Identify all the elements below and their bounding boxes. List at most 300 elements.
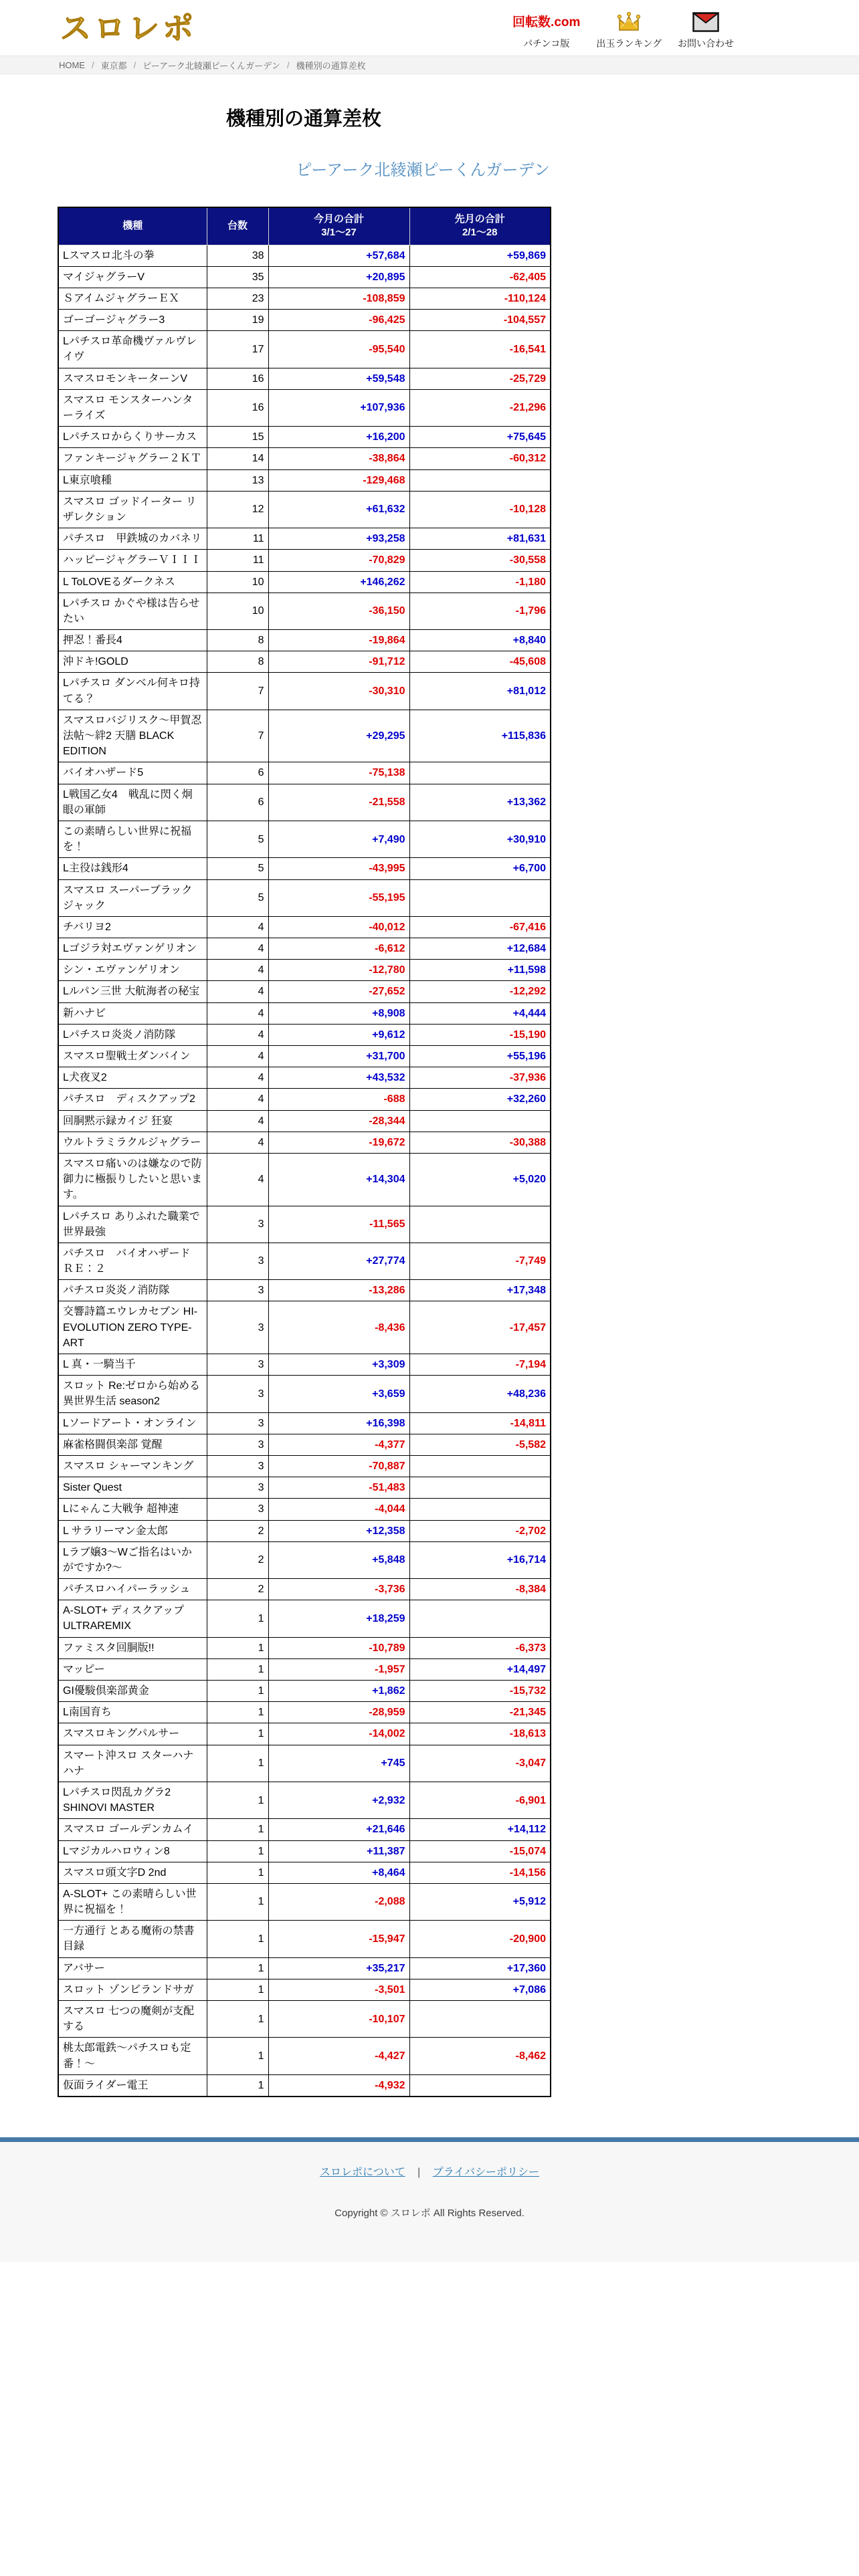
site-footer [0,2137,859,2262]
prev-month-diff-cell: +17,348 [409,1280,551,1301]
machine-name-cell: スマート沖スロ スターハナハナ [58,1745,207,1782]
machine-name-cell: GI優駿倶楽部黄金 [58,1681,207,1702]
machine-name-cell: Lパチスロ革命機ヴァルヴレイヴ [58,331,207,368]
unit-count-cell: 4 [207,916,268,938]
current-month-diff-cell: +18,259 [268,1600,409,1637]
machine-name-cell: L戦国乙女4 戦乱に閃く炯眼の軍師 [58,784,207,821]
footer-link-privacy[interactable]: プライバシーポリシー [432,2166,539,2178]
table-row [58,266,551,288]
table-row [58,550,551,571]
breadcrumb-current-page: 機種別の通算差枚 [296,60,366,71]
current-month-diff-cell: -38,864 [268,448,409,469]
results-table [58,207,551,2097]
prev-month-diff-cell: +59,869 [409,245,551,266]
machine-name-cell: 一方通行 とある魔術の禁書目録 [58,1921,207,1957]
current-month-diff-cell: -13,286 [268,1280,409,1301]
prev-month-diff-cell [409,469,551,491]
unit-count-cell: 3 [207,1455,268,1477]
table-row [58,1002,551,1024]
machine-name-cell: 押忍！番長4 [58,630,207,651]
machine-name-cell: チバリヨ2 [58,916,207,938]
site-logo[interactable]: スロレポ [60,4,197,48]
unit-count-cell: 3 [207,1354,268,1376]
current-month-diff-cell: -70,887 [268,1455,409,1477]
table-row [58,389,551,426]
table-row [58,571,551,593]
current-month-diff-cell: -4,044 [268,1499,409,1520]
unit-count-cell: 7 [207,710,268,762]
current-month-diff-cell: +745 [268,1745,409,1782]
site-header [0,0,859,56]
table-row [58,245,551,266]
machine-name-cell: L東京喰種 [58,469,207,491]
footer-links-separator: | [417,2166,421,2178]
prev-month-diff-cell [409,2074,551,2097]
table-row [58,673,551,710]
machine-name-cell: シン・エヴァンゲリオン [58,960,207,981]
current-month-diff-cell: -6,612 [268,938,409,960]
machine-name-cell: ウルトラミラクルジャグラー [58,1132,207,1153]
machine-name-cell: Lパチスロ閃乱カグラ2 SHINOVI MASTER [58,1782,207,1818]
unit-count-cell: 14 [207,448,268,469]
unit-count-cell: 8 [207,630,268,651]
machine-name-cell: Lにゃんこ大戦争 超神速 [58,1499,207,1520]
current-month-diff-cell: +3,659 [268,1376,409,1412]
results-table-head [58,207,551,245]
col-header-machine: 機種 [58,207,207,245]
table-row [58,1067,551,1089]
table-row [58,1132,551,1153]
machine-name-cell: L主役は銭形4 [58,858,207,879]
unit-count-cell: 12 [207,491,268,528]
unit-count-cell: 1 [207,1600,268,1637]
mail-icon [692,11,719,33]
prev-month-diff-cell: -1,180 [409,571,551,593]
machine-name-cell: バイオハザード5 [58,762,207,784]
unit-count-cell: 3 [207,1477,268,1499]
unit-count-cell: 5 [207,879,268,916]
machine-name-cell: Lパチスロ ありふれた職業で世界最強 [58,1206,207,1243]
unit-count-cell: 3 [207,1434,268,1455]
table-row [58,1979,551,2000]
prev-month-diff-cell: -104,557 [409,310,551,331]
machine-name-cell: Lマジカルハロウィン8 [58,1840,207,1862]
table-row [58,1089,551,1110]
table-row [58,1862,551,1883]
current-month-diff-cell: +11,387 [268,1840,409,1862]
prev-month-diff-cell: -8,384 [409,1579,551,1600]
prev-month-diff-cell: -1,796 [409,593,551,629]
unit-count-cell: 1 [207,1702,268,1723]
current-month-diff-cell: +5,848 [268,1541,409,1578]
current-month-diff-cell: -40,012 [268,916,409,938]
current-month-diff-cell: +107,936 [268,389,409,426]
current-month-diff-cell: +3,309 [268,1354,409,1376]
unit-count-cell: 3 [207,1412,268,1434]
prev-month-diff-cell: -110,124 [409,288,551,309]
copyright-text: Copyright © スロレポ All Rights Reserved. [335,2207,524,2219]
unit-count-cell: 2 [207,1520,268,1541]
unit-count-cell: 4 [207,1153,268,1206]
machine-name-cell: Lパチスロ ダンベル何キロ持てる？ [58,673,207,710]
prev-month-diff-cell: -12,292 [409,981,551,1002]
table-row [58,1243,551,1279]
unit-count-cell: 35 [207,266,268,288]
prev-month-diff-cell: -21,345 [409,1702,551,1723]
prev-month-diff-cell [409,762,551,784]
machine-name-cell: ＳアイムジャグラーＥＸ [58,288,207,309]
unit-count-cell: 3 [207,1243,268,1279]
current-month-diff-cell: +8,464 [268,1862,409,1883]
current-month-diff-cell: -51,483 [268,1477,409,1499]
prev-month-diff-cell: +32,260 [409,1089,551,1110]
table-row [58,1477,551,1499]
table-row [58,821,551,857]
machine-name-cell: アバサー [58,1957,207,1979]
unit-count-cell: 1 [207,1862,268,1883]
machine-name-cell: A-SLOT+ この素晴らしい世界に祝福を！ [58,1883,207,1920]
machine-name-cell: L 真・一騎当千 [58,1354,207,1376]
prev-month-diff-cell: -10,128 [409,491,551,528]
current-month-diff-cell: +16,200 [268,427,409,448]
table-row [58,1455,551,1477]
store-name: ピーアーク北綾瀬ピーくんガーデン [296,161,550,179]
footer-link-about[interactable]: スロレポについて [320,2166,405,2178]
unit-count-cell: 3 [207,1499,268,1520]
table-row [58,310,551,331]
machine-name-cell: スロット Re:ゼロから始める異世界生活 season2 [58,1376,207,1412]
current-month-diff-cell: +93,258 [268,528,409,550]
prev-month-diff-cell: -18,613 [409,1723,551,1745]
machine-name-cell: スロット ゾンビランドサガ [58,1979,207,2000]
current-month-diff-cell: -55,195 [268,879,409,916]
table-row [58,1434,551,1455]
machine-name-cell: L ToLOVEるダークネス [58,571,207,593]
prev-month-diff-cell: +11,598 [409,960,551,981]
table-row [58,1840,551,1862]
machine-name-cell: Lパチスロからくりサーカス [58,427,207,448]
main-content [58,104,550,2097]
machine-name-cell: スマスロバジリスク～甲賀忍法帖～絆2 天膳 BLACK EDITION [58,710,207,762]
unit-count-cell: 6 [207,784,268,821]
unit-count-cell: 1 [207,1681,268,1702]
current-month-diff-cell: -28,344 [268,1110,409,1132]
current-month-diff-cell: +27,774 [268,1243,409,1279]
machine-name-cell: Lパチスロ炎炎ノ消防隊 [58,1024,207,1045]
prev-month-diff-cell: -60,312 [409,448,551,469]
table-row [58,1819,551,1840]
machine-name-cell: パチスロ炎炎ノ消防隊 [58,1280,207,1301]
prev-month-diff-cell: -7,749 [409,1243,551,1279]
table-row [58,331,551,368]
unit-count-cell: 16 [207,368,268,389]
table-row [58,879,551,916]
unit-count-cell: 1 [207,1921,268,1957]
prev-month-diff-cell: -67,416 [409,916,551,938]
unit-count-cell: 4 [207,1024,268,1045]
machine-name-cell: マッピー [58,1658,207,1680]
current-month-diff-cell: -95,540 [268,331,409,368]
prev-month-diff-cell: -3,047 [409,1745,551,1782]
current-month-diff-cell: +21,646 [268,1819,409,1840]
unit-count-cell: 7 [207,673,268,710]
machine-name-cell: Lラブ嬢3～Wご指名はいかがですか?～ [58,1541,207,1578]
table-row [58,1681,551,1702]
machine-name-cell: スマスロ聖戦士ダンバイン [58,1046,207,1067]
machine-name-cell: L南国育ち [58,1702,207,1723]
unit-count-cell: 4 [207,1046,268,1067]
current-month-diff-cell: +9,612 [268,1024,409,1045]
breadcrumb-separator: / [92,60,94,70]
machine-name-cell: スマスロ ゴッドイーター リザレクション [58,491,207,528]
breadcrumb-separator: / [286,60,290,70]
prev-month-diff-cell: +17,360 [409,1957,551,1979]
machine-name-cell: ゴーゴージャグラー3 [58,310,207,331]
table-row [58,1579,551,1600]
current-month-diff-cell: +31,700 [268,1046,409,1067]
machine-name-cell: 仮面ライダー電王 [58,2074,207,2097]
current-month-diff-cell: -75,138 [268,762,409,784]
table-row [58,1206,551,1243]
current-month-diff-cell: -19,672 [268,1132,409,1153]
machine-name-cell: A-SLOT+ ディスクアップ ULTRAREMIX [58,1600,207,1637]
current-month-diff-cell: -70,829 [268,550,409,571]
machine-name-cell: 麻雀格闘倶楽部 覚醒 [58,1434,207,1455]
machine-name-cell: 桃太郎電鉄～パチスロも定番！～ [58,2038,207,2074]
prev-month-diff-cell [409,2001,551,2038]
prev-month-diff-cell: -5,582 [409,1434,551,1455]
table-row [58,784,551,821]
table-row [58,1153,551,1206]
table-row [58,2038,551,2074]
machine-name-cell: パチスロ ディスクアップ2 [58,1089,207,1110]
machine-name-cell: パチスロハイパーラッシュ [58,1579,207,1600]
table-row [58,651,551,673]
table-row [58,1354,551,1376]
unit-count-cell: 13 [207,469,268,491]
table-row [58,1280,551,1301]
unit-count-cell: 6 [207,762,268,784]
prev-month-diff-cell: -6,373 [409,1637,551,1658]
unit-count-cell: 16 [207,389,268,426]
unit-count-cell: 1 [207,1723,268,1745]
machine-name-cell: スマスロキングパルサー [58,1723,207,1745]
unit-count-cell: 3 [207,1376,268,1412]
nav-contact-label: お問い合わせ [678,38,734,49]
current-month-diff-cell: +12,358 [268,1520,409,1541]
breadcrumb-home[interactable]: HOME [59,60,85,70]
unit-count-cell: 1 [207,1957,268,1979]
unit-count-cell: 17 [207,331,268,368]
nav-kaitensu-label: パチンコ版 [523,38,570,49]
machine-name-cell: スマスロモンキーターンV [58,368,207,389]
prev-month-diff-cell: +81,631 [409,528,551,550]
machine-name-cell: 沖ドキ!GOLD [58,651,207,673]
machines-tbody [58,245,551,2097]
current-month-diff-cell: +8,908 [268,1002,409,1024]
table-row [58,1658,551,1680]
unit-count-cell: 4 [207,938,268,960]
breadcrumb-store[interactable]: ピーアーク北綾瀬ピーくんガーデン [142,60,280,71]
machine-name-cell: Lルパン三世 大航海者の秘宝 [58,981,207,1002]
current-month-diff-cell: -1,957 [268,1658,409,1680]
table-row [58,710,551,762]
table-row [58,469,551,491]
unit-count-cell: 3 [207,1280,268,1301]
current-month-diff-cell: +16,398 [268,1412,409,1434]
col-header-units: 台数 [207,207,268,245]
prev-month-diff-cell: -16,541 [409,331,551,368]
machine-name-cell: 新ハナビ [58,1002,207,1024]
unit-count-cell: 11 [207,528,268,550]
machine-name-cell: スマスロ モンスターハンターライズ [58,389,207,426]
unit-count-cell: 2 [207,1541,268,1578]
current-month-diff-cell: -43,995 [268,858,409,879]
current-month-diff-cell: +146,262 [268,571,409,593]
current-month-diff-cell: +59,548 [268,368,409,389]
crown-icon [615,11,642,33]
current-month-diff-cell: -3,736 [268,1579,409,1600]
table-row [58,630,551,651]
nav-dedama-ranking[interactable] [596,11,662,50]
prev-month-diff-cell [409,879,551,916]
machine-name-cell: ファンキージャグラー２ＫＴ [58,448,207,469]
prev-month-diff-cell: -20,900 [409,1921,551,1957]
nav-ranking-label: 出玉ランキング [596,38,662,49]
machine-name-cell: 交響詩篇エウレカセブン HI-EVOLUTION ZERO TYPE-ART [58,1301,207,1354]
prev-month-diff-cell: -17,457 [409,1301,551,1354]
prev-month-diff-cell: +55,196 [409,1046,551,1067]
current-month-diff-cell: +2,932 [268,1782,409,1818]
current-month-diff-cell: +57,684 [268,245,409,266]
prev-month-diff-cell: +7,086 [409,1979,551,2000]
unit-count-cell: 23 [207,288,268,309]
current-month-diff-cell: -96,425 [268,310,409,331]
table-row [58,1499,551,1520]
machine-name-cell: L サラリーマン金太郎 [58,1520,207,1541]
table-row [58,1412,551,1434]
table-row [58,427,551,448]
prev-month-diff-cell: +14,497 [409,1658,551,1680]
prev-month-diff-cell: +6,700 [409,858,551,879]
table-row [58,1520,551,1541]
current-month-diff-cell: -14,002 [268,1723,409,1745]
current-month-diff-cell: +7,490 [268,821,409,857]
table-row [58,1110,551,1132]
prev-month-diff-cell: -21,296 [409,389,551,426]
machine-name-cell: Sister Quest [58,1477,207,1499]
unit-count-cell: 4 [207,960,268,981]
table-row [58,1782,551,1818]
prev-month-diff-cell: +8,840 [409,630,551,651]
current-month-diff-cell: +1,862 [268,1681,409,1702]
table-row [58,288,551,309]
current-month-diff-cell: -10,789 [268,1637,409,1658]
machine-name-cell: Lゴジラ対エヴァンゲリオン [58,938,207,960]
table-row [58,1921,551,1957]
prev-month-diff-cell: +48,236 [409,1376,551,1412]
unit-count-cell: 1 [207,2038,268,2074]
prev-month-diff-cell: -15,732 [409,1681,551,1702]
prev-month-diff-cell: +12,684 [409,938,551,960]
current-month-diff-cell: +29,295 [268,710,409,762]
table-row [58,960,551,981]
header-nav [512,11,734,50]
current-month-diff-cell: -3,501 [268,1979,409,2000]
prev-month-diff-cell: -37,936 [409,1067,551,1089]
table-row [58,368,551,389]
prev-month-diff-cell: +75,645 [409,427,551,448]
unit-count-cell: 38 [207,245,268,266]
unit-count-cell: 19 [207,310,268,331]
prev-month-diff-cell: +81,012 [409,673,551,710]
current-month-diff-cell: -15,947 [268,1921,409,1957]
prev-month-diff-cell: -25,729 [409,368,551,389]
breadcrumb-prefecture[interactable]: 東京都 [100,60,127,71]
machine-name-cell: Lスマスロ北斗の拳 [58,245,207,266]
prev-month-diff-cell: +5,020 [409,1153,551,1206]
unit-count-cell: 1 [207,1782,268,1818]
current-month-diff-cell: -8,436 [268,1301,409,1354]
prev-month-diff-cell: -2,702 [409,1520,551,1541]
current-month-diff-cell: -21,558 [268,784,409,821]
breadcrumb-separator: / [133,60,136,70]
prev-month-diff-cell: -6,901 [409,1782,551,1818]
current-month-diff-cell: -2,088 [268,1883,409,1920]
table-row [58,938,551,960]
prev-month-diff-cell: +14,112 [409,1819,551,1840]
current-month-diff-cell: -27,652 [268,981,409,1002]
prev-month-diff-cell [409,1455,551,1477]
unit-count-cell: 1 [207,1658,268,1680]
table-row [58,1957,551,1979]
table-row [58,1024,551,1045]
nav-kaitensu-com[interactable] [512,11,580,50]
prev-month-diff-cell [409,1206,551,1243]
current-month-diff-cell: +20,895 [268,266,409,288]
machine-name-cell: 回胴黙示録カイジ 狂宴 [58,1110,207,1132]
unit-count-cell: 1 [207,2001,268,2038]
machine-name-cell: ファミスタ回胴版!! [58,1637,207,1658]
prev-month-diff-cell: +115,836 [409,710,551,762]
prev-month-diff-cell: +5,912 [409,1883,551,1920]
prev-month-diff-cell: +4,444 [409,1002,551,1024]
unit-count-cell: 1 [207,1979,268,2000]
breadcrumb [0,56,859,74]
prev-month-diff-cell: -15,074 [409,1840,551,1862]
prev-month-diff-cell [409,1600,551,1637]
prev-month-diff-cell: +30,910 [409,821,551,857]
unit-count-cell: 11 [207,550,268,571]
table-row [58,491,551,528]
current-month-diff-cell: +14,304 [268,1153,409,1206]
table-row [58,858,551,879]
table-row [58,1541,551,1578]
current-month-diff-cell: -10,107 [268,2001,409,2038]
table-row [58,1046,551,1067]
unit-count-cell: 10 [207,571,268,593]
prev-month-diff-cell: -45,608 [409,651,551,673]
unit-count-cell: 1 [207,2074,268,2097]
table-row [58,448,551,469]
current-month-diff-cell: -129,468 [268,469,409,491]
machine-name-cell: ハッピージャグラーＶＩＩＩ [58,550,207,571]
nav-contact[interactable] [678,11,734,50]
machine-name-cell: マイジャグラーV [58,266,207,288]
table-row [58,762,551,784]
unit-count-cell: 5 [207,821,268,857]
prev-month-diff-cell [409,1477,551,1499]
